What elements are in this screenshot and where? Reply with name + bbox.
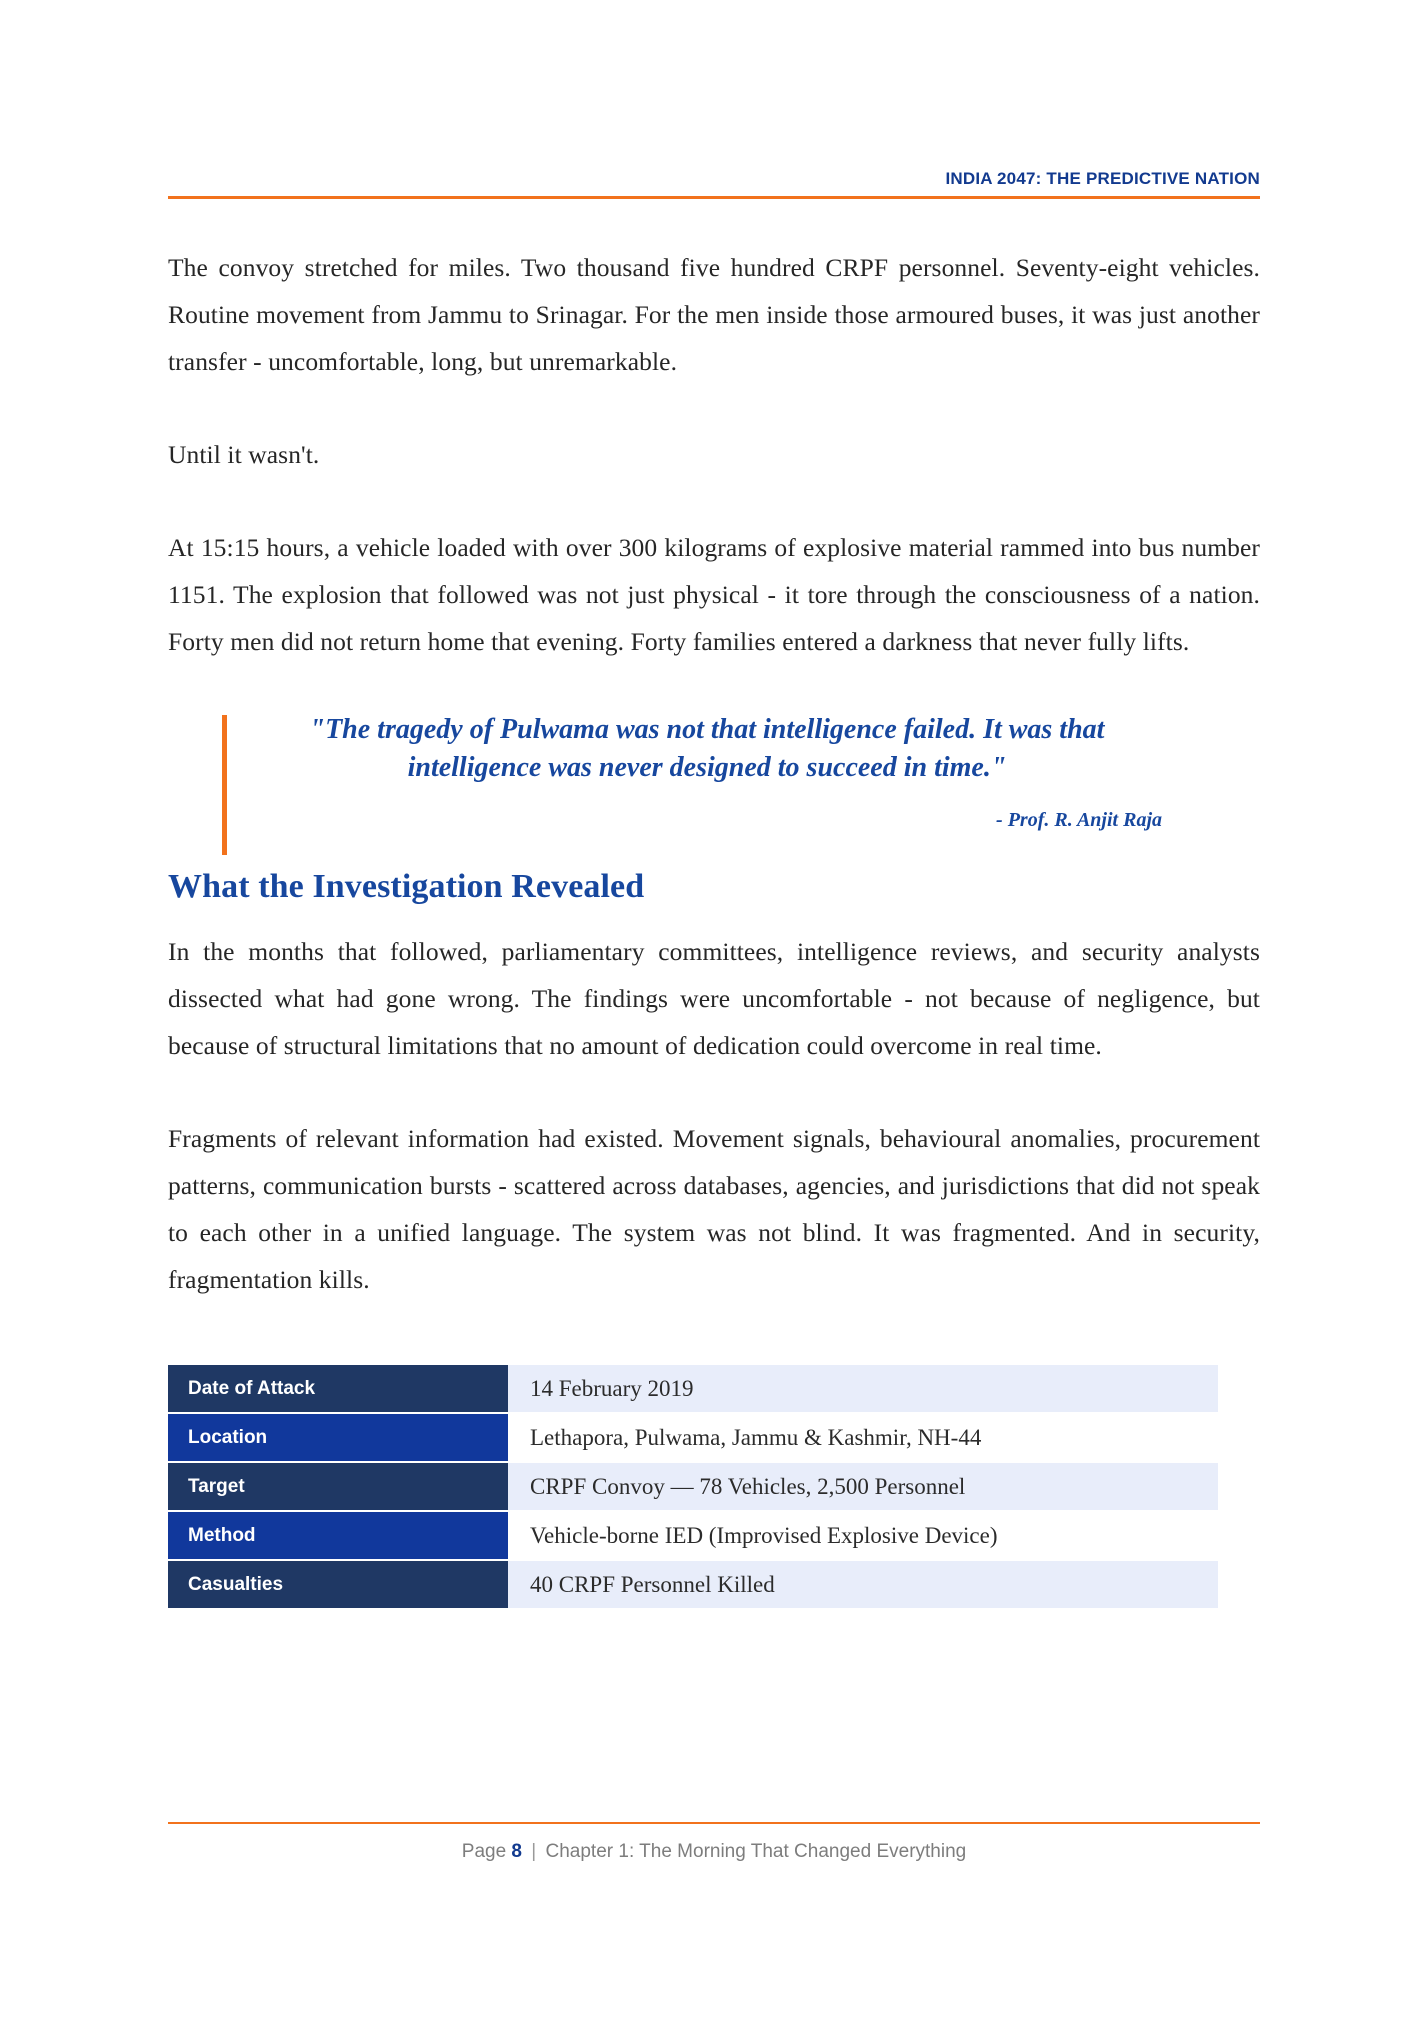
attack-fact-table [168,1363,1218,1610]
fact-value-casualties: 40 CRPF Personnel Killed [508,1561,1218,1608]
pull-quote [168,711,1260,832]
footer-page-number: 8 [511,1841,522,1862]
fact-label-target: Target [168,1463,508,1510]
fact-value-location: Lethapora, Pulwama, Jammu & Kashmir, NH-44 [508,1414,1218,1461]
paragraph-investigation: In the months that followed, parliamentary committees, intelligence reviews, and security analysts dissected what had gone wrong. The findings were uncomfortable - not because of negligence, but because of structural limitations that no amount of dedication could overcome in real time. [168,937,1260,1060]
fact-value-date-of-attack: 14 February 2019 [508,1365,1218,1412]
footer-chapter-title: Chapter 1: The Morning That Changed Everything [545,1841,967,1862]
fact-value-target: CRPF Convoy — 78 Vehicles, 2,500 Personnel [508,1463,1218,1510]
table-row [168,1414,1218,1461]
table-row [168,1365,1218,1412]
paragraph-until: Until it wasn't. [168,440,320,469]
fact-label-date-of-attack: Date of Attack [168,1365,508,1412]
fact-value-method: Vehicle-borne IED (Improvised Explosive Device) [508,1512,1218,1559]
table-row [168,1463,1218,1510]
fact-label-casualties: Casualties [168,1561,508,1608]
page-content [168,244,1260,1610]
paragraph-fragments: Fragments of relevant information had existed. Movement signals, behavioural anomalies, procurement patterns, communication bursts - scattered across databases, agencies, and jurisdictions that did not speak to each other in a unified language. The system was not blind. It was fragmented. And in security, fragmentation kills. [168,1124,1260,1294]
fact-label-location: Location [168,1414,508,1461]
section-heading: What the Investigation Revealed [168,868,645,905]
pull-quote-accent-bar [222,715,227,855]
running-footer [168,1838,1260,1866]
footer-separator: | [531,1841,537,1862]
paragraph-explosion: At 15:15 hours, a vehicle loaded with over 300 kilograms of explosive material rammed into bus number 1151. The explosion that followed was not just physical - it tore through the consciousness of a nation. Forty men did not return home that evening. Forty families entered a darkness that never fully lifts. [168,533,1260,656]
table-row [168,1561,1218,1608]
footer-page-word: Page [461,1841,507,1862]
fact-label-method: Method [168,1512,508,1559]
header-divider-rule [168,196,1260,199]
running-header-title: INDIA 2047: THE PREDICTIVE NATION [945,169,1260,188]
pull-quote-attribution: - Prof. R. Anjit Raja [996,809,1162,831]
footer-divider-rule [168,1822,1260,1824]
table-row [168,1512,1218,1559]
paragraph-convoy: The convoy stretched for miles. Two thousand five hundred CRPF personnel. Seventy-eight vehicles. Routine movement from Jammu to Srinagar. For the men inside those armoured buses, it was just another transfer - uncomfortable, long, but unremarkable. [168,253,1260,376]
pull-quote-text: "The tragedy of Pulwama was not that intelligence failed. It was that intelligence was never designed to succeed in time." [309,714,1105,783]
